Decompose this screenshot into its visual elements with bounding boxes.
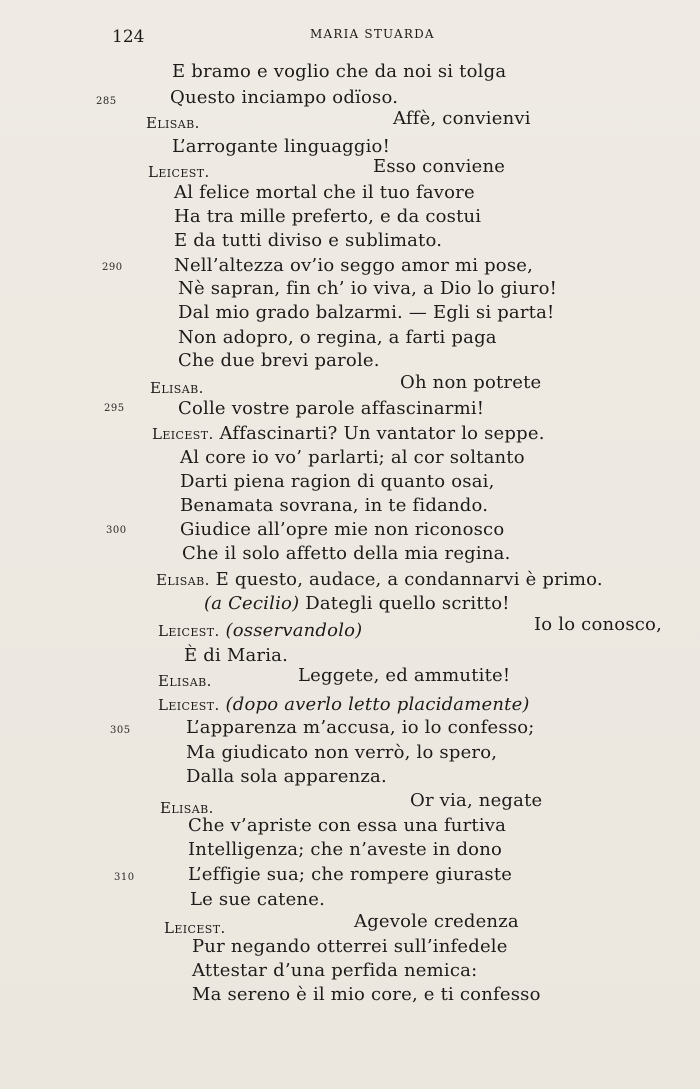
speaker-name: Leicest. [158, 622, 220, 640]
verse-line: L’arrogante linguaggio! [172, 136, 391, 157]
speech-text: Affascinarti? Un vantator lo seppe. [219, 423, 545, 444]
verse-line: Le sue catene. [190, 889, 325, 910]
verse-line: L’effigie sua; che rompere giuraste [188, 864, 513, 885]
line-number-310: 310 [114, 872, 135, 883]
verse-line: Nè sapran, fin ch’ io viva, a Dio lo giuro! [178, 278, 558, 299]
verse-line-with-speaker [152, 423, 545, 444]
verse-line: E da tutti diviso e sublimato. [174, 230, 443, 251]
verse-line: Benamata sovrana, in te fidando. [180, 495, 489, 516]
verse-line: Colle vostre parole affascinarmi! [178, 398, 485, 419]
speaker-name: Elisab. [146, 114, 200, 132]
speech-continuation: Or via, negate [410, 790, 543, 811]
page-number: 124 [112, 27, 145, 47]
line-number-300: 300 [106, 525, 127, 536]
verse-line: Che v’apriste con essa una furtiva [188, 815, 507, 836]
verse-line-with-speaker [148, 161, 210, 182]
verse-line-with-speaker [146, 112, 200, 133]
verse-line: Al felice mortal che il tuo favore [174, 182, 475, 203]
line-number-290: 290 [102, 262, 123, 273]
running-title: MARIA STUARDA [310, 27, 435, 41]
verse-line: Attestar d’una perfida nemica: [192, 960, 478, 981]
verse-line-with-speaker [164, 917, 226, 938]
speaker-name: Elisab. [160, 799, 214, 817]
speech-continuation: Io lo conosco, [534, 614, 663, 635]
verse-line: Ma sereno è il mio core, e ti confesso [192, 984, 541, 1005]
speaker-name: Elisab. [150, 379, 204, 397]
stage-direction: (osservandolo) [225, 620, 363, 641]
verse-line-with-speaker [150, 377, 204, 398]
verse-line: Dalla sola apparenza. [186, 766, 387, 787]
page-header [0, 24, 700, 46]
verse-line: È di Maria. [184, 645, 289, 666]
line-number-285: 285 [96, 96, 117, 107]
speech-continuation: Affè, convienvi [393, 108, 531, 129]
line-number-295: 295 [104, 403, 125, 414]
speaker-name: Leicest. [158, 696, 220, 714]
verse-line: Intelligenza; che n’aveste in dono [188, 839, 503, 860]
speech-continuation: Oh non potrete [400, 372, 542, 393]
verse-line: L’apparenza m’accusa, io lo confesso; [186, 717, 535, 738]
verse-line: Nell’altezza ov’io seggo amor mi pose, [174, 255, 534, 276]
verse-line: Darti piena ragion di quanto osai, [180, 471, 495, 492]
speech-text: Dategli quello scritto! [305, 593, 510, 614]
verse-line: Questo inciampo odïoso. [170, 87, 399, 108]
speech-continuation: Agevole credenza [354, 911, 519, 932]
verse-line: Dal mio grado balzarmi. — Egli si parta! [178, 302, 555, 323]
verse-line: Che due brevi parole. [178, 350, 380, 371]
verse-line: Ma giudicato non verrò, lo spero, [186, 742, 498, 763]
speech-text: E questo, audace, a condannarvi è primo. [215, 569, 603, 590]
verse-line-with-speaker [158, 620, 362, 641]
speaker-name: Elisab. [156, 571, 210, 589]
speaker-name: Elisab. [158, 672, 212, 690]
stage-direction: (a Cecilio) [204, 593, 300, 614]
verse-line-with-speaker [158, 670, 212, 691]
verse-line-with-speaker [158, 694, 530, 715]
speech-continuation: Leggete, ed ammutite! [298, 665, 511, 686]
verse-line: E bramo e voglio che da noi si tolga [172, 61, 507, 82]
verse-line-with-direction [204, 593, 510, 614]
stage-direction: (dopo averlo letto placidamente) [225, 694, 530, 715]
speech-continuation: Esso conviene [373, 156, 506, 177]
verse-line: Ha tra mille preferto, e da costui [174, 206, 482, 227]
verse-line: Al core io vo’ parlarti; al cor soltanto [180, 447, 525, 468]
speaker-name: Leicest. [152, 425, 214, 443]
speaker-name: Leicest. [148, 163, 210, 181]
verse-line: Non adopro, o regina, a farti paga [178, 327, 497, 348]
speaker-name: Leicest. [164, 919, 226, 937]
verse-line-with-speaker [156, 569, 603, 590]
line-number-305: 305 [110, 725, 131, 736]
verse-line: Giudice all’opre mie non riconosco [180, 519, 505, 540]
verse-line: Che il solo affetto della mia regina. [182, 543, 511, 564]
verse-line: Pur negando otterrei sull’infedele [192, 936, 508, 957]
